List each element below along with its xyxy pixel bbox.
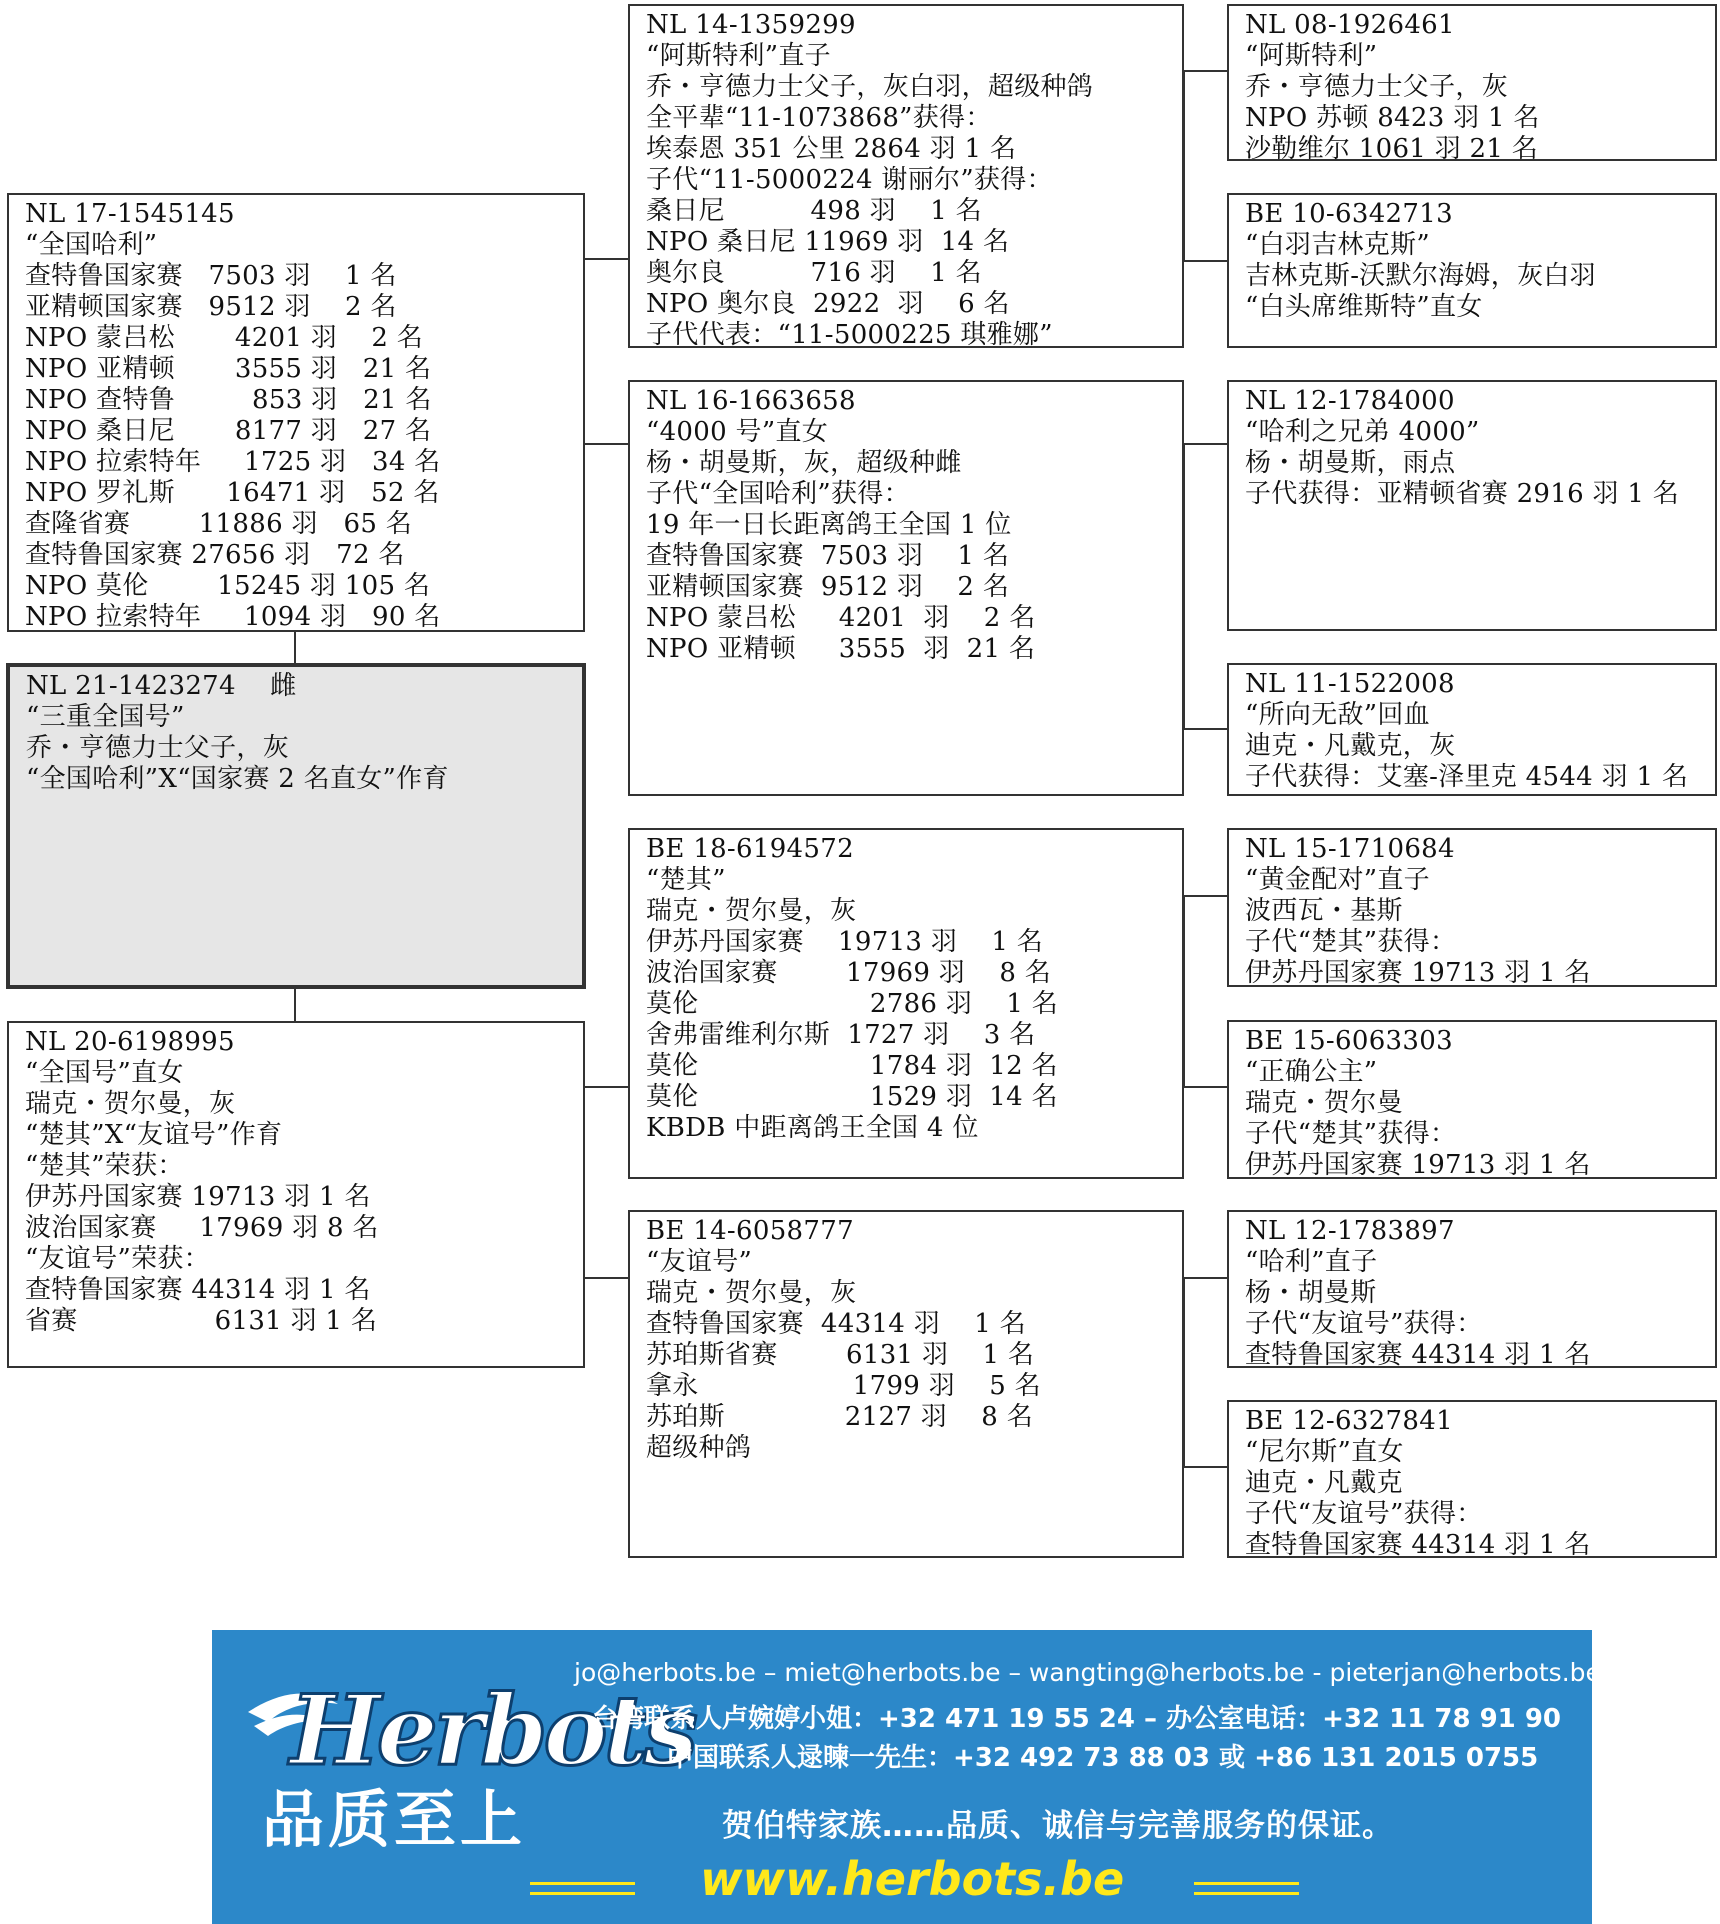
entry-line: 子代“楚其”获得： bbox=[1245, 1119, 1457, 1149]
entry-line: 19 年一日长距离鸽王全国 1 位 bbox=[646, 510, 1012, 540]
entry-line: 舍弗雷维利尔斯 1727 羽 3 名 bbox=[646, 1020, 1036, 1050]
entry-line: 瑞克・贺尔曼，灰 bbox=[646, 1278, 857, 1308]
entry-line: 波西瓦・基斯 bbox=[1245, 896, 1403, 926]
entry-lines bbox=[1245, 386, 1705, 510]
decorative-line-right bbox=[1194, 1882, 1299, 1885]
entry-line: 迪克・凡戴克，灰 bbox=[1245, 731, 1456, 761]
entry-line: 子代“友谊号”获得： bbox=[1245, 1499, 1483, 1529]
entry-line: 子代代表：“11-5000225 琪雅娜” bbox=[646, 320, 1053, 350]
entry-line: “哈利”直子 bbox=[1245, 1247, 1378, 1277]
entry-lines bbox=[646, 834, 1172, 1144]
entry-line: 莫伦 1784 羽 12 名 bbox=[646, 1051, 1058, 1081]
entry-line: 苏珀斯省赛 6131 羽 1 名 bbox=[646, 1340, 1035, 1370]
decorative-line-right bbox=[1194, 1892, 1299, 1895]
ring-number: BE 18-6194572 bbox=[646, 834, 854, 864]
entry-line: 超级种鸽 bbox=[646, 1433, 752, 1463]
pedigree-sire bbox=[7, 193, 585, 632]
entry-line: “友谊号” bbox=[646, 1247, 753, 1277]
entry-lines bbox=[1245, 669, 1705, 793]
pedigree-dam bbox=[7, 1021, 585, 1368]
entry-lines bbox=[646, 10, 1172, 351]
entry-line: “全国哈利”X“国家赛 2 名直女”作育 bbox=[26, 764, 449, 794]
ring-number: NL 20-6198995 bbox=[25, 1027, 235, 1057]
ring-number: NL 08-1926461 bbox=[1245, 10, 1455, 40]
ring-number: NL 15-1710684 bbox=[1245, 834, 1455, 864]
entry-line: 伊苏丹国家赛 19713 羽 1 名 bbox=[1245, 1150, 1591, 1180]
entry-lines bbox=[1245, 10, 1705, 165]
entry-line: 乔・亨德力士父子，灰 bbox=[26, 733, 290, 763]
entry-line: 埃泰恩 351 公里 2864 羽 1 名 bbox=[646, 134, 1017, 164]
pedigree-sire-sire bbox=[628, 4, 1184, 348]
entry-line: NPO 拉索特年 1725 羽 34 名 bbox=[25, 447, 441, 477]
entry-line: 查特鲁国家赛 7503 羽 1 名 bbox=[646, 541, 1010, 571]
entry-line: NPO 查特鲁 853 羽 21 名 bbox=[25, 385, 432, 415]
pedigree-dss bbox=[1227, 828, 1717, 987]
pedigree-ssd bbox=[1227, 193, 1717, 348]
entry-line: NPO 莫伦 15245 羽 105 名 bbox=[25, 571, 431, 601]
website-link[interactable]: www.herbots.be bbox=[700, 1852, 1125, 1906]
entry-line: NPO 苏顿 8423 羽 1 名 bbox=[1245, 103, 1540, 133]
entry-line: 吉林克斯-沃默尔海姆，灰白羽 bbox=[1245, 261, 1596, 291]
entry-line: NPO 蒙吕松 4201 羽 2 名 bbox=[25, 323, 424, 353]
entry-line: “楚其”X“友谊号”作育 bbox=[25, 1120, 283, 1150]
entry-line: 查特鲁国家赛 44314 羽 1 名 bbox=[1245, 1340, 1591, 1370]
pedigree-dds bbox=[1227, 1210, 1717, 1368]
entry-line: 莫伦 2786 羽 1 名 bbox=[646, 989, 1059, 1019]
entry-line: 乔・亨德力士父子，灰白羽，超级种鸽 bbox=[646, 72, 1094, 102]
pedigree-sss bbox=[1227, 4, 1717, 164]
entry-line: 莫伦 1529 羽 14 名 bbox=[646, 1082, 1058, 1112]
ring-number: BE 10-6342713 bbox=[1245, 199, 1453, 229]
entry-line: 亚精顿国家赛 9512 羽 2 名 bbox=[25, 292, 397, 322]
entry-line: “4000 号”直女 bbox=[646, 417, 829, 447]
entry-line: 亚精顿国家赛 9512 羽 2 名 bbox=[646, 572, 1010, 602]
ring-number: BE 15-6063303 bbox=[1245, 1026, 1453, 1056]
entry-line: 省赛 6131 羽 1 名 bbox=[25, 1306, 378, 1336]
entry-line: “黄金配对”直子 bbox=[1245, 865, 1430, 895]
entry-line: 查特鲁国家赛 44314 羽 1 名 bbox=[1245, 1530, 1591, 1560]
entry-lines bbox=[26, 671, 572, 795]
entry-lines bbox=[1245, 1216, 1705, 1371]
entry-line: “正确公主” bbox=[1245, 1057, 1378, 1087]
entry-lines bbox=[646, 1216, 1172, 1464]
entry-line: “白羽吉林克斯” bbox=[1245, 230, 1430, 260]
entry-line: NPO 拉索特年 1094 羽 90 名 bbox=[25, 602, 441, 632]
decorative-line-left bbox=[530, 1882, 635, 1885]
ring-number: NL 12-1783897 bbox=[1245, 1216, 1455, 1246]
entry-lines bbox=[646, 386, 1172, 665]
entry-lines bbox=[1245, 199, 1705, 323]
entry-line: “阿斯特利”直子 bbox=[646, 41, 831, 71]
entry-line: NPO 桑日尼 11969 羽 14 名 bbox=[646, 227, 1010, 257]
entry-line: NPO 桑日尼 8177 羽 27 名 bbox=[25, 416, 432, 446]
pedigree-sire-dam bbox=[628, 380, 1184, 796]
entry-line: 桑日尼 498 羽 1 名 bbox=[646, 196, 982, 226]
entry-line: NPO 奥尔良 2922 羽 6 名 bbox=[646, 289, 1010, 319]
entry-line: 杨・胡曼斯，灰，超级种雌 bbox=[646, 448, 962, 478]
entry-line: 奥尔良 716 羽 1 名 bbox=[646, 258, 982, 288]
entry-line: 查特鲁国家赛 27656 羽 72 名 bbox=[25, 540, 405, 570]
pedigree-dam-dam bbox=[628, 1210, 1184, 1558]
entry-line: “所向无敌”回血 bbox=[1245, 700, 1430, 730]
entry-line: 查特鲁国家赛 44314 羽 1 名 bbox=[646, 1309, 1026, 1339]
svg-text:Herbots: Herbots bbox=[290, 1674, 694, 1787]
pedigree-sdd bbox=[1227, 663, 1717, 796]
entry-line: 苏珀斯 2127 羽 8 名 bbox=[646, 1402, 1034, 1432]
entry-line: 波治国家赛 17969 羽 8 名 bbox=[646, 958, 1052, 988]
entry-line: 全平辈“11-1073868”获得： bbox=[646, 103, 992, 133]
entry-line: NPO 蒙吕松 4201 羽 2 名 bbox=[646, 603, 1036, 633]
entry-line: 杨・胡曼斯 bbox=[1245, 1278, 1377, 1308]
ring-number: NL 14-1359299 bbox=[646, 10, 856, 40]
entry-line: 波治国家赛 17969 羽 8 名 bbox=[25, 1213, 379, 1243]
entry-line: “三重全国号” bbox=[26, 702, 185, 732]
entry-lines bbox=[25, 199, 573, 633]
entry-line: NPO 亚精顿 3555 羽 21 名 bbox=[25, 354, 432, 384]
entry-line: 瑞克・贺尔曼，灰 bbox=[646, 896, 857, 926]
entry-line: “尼尔斯”直女 bbox=[1245, 1437, 1404, 1467]
ring-number: NL 16-1663658 bbox=[646, 386, 856, 416]
entry-line: “友谊号”荣获： bbox=[25, 1244, 210, 1274]
entry-line: 伊苏丹国家赛 19713 羽 1 名 bbox=[1245, 958, 1591, 988]
entry-line: 子代获得：亚精顿省赛 2916 羽 1 名 bbox=[1245, 479, 1680, 509]
entry-line: “白头席维斯特”直女 bbox=[1245, 292, 1483, 322]
entry-line: 子代“11-5000224 谢丽尔”获得： bbox=[646, 165, 1053, 195]
ring-number: NL 17-1545145 bbox=[25, 199, 235, 229]
ring-number: BE 14-6058777 bbox=[646, 1216, 854, 1246]
entry-line: 子代“楚其”获得： bbox=[1245, 927, 1457, 957]
entry-line: NPO 罗礼斯 16471 羽 52 名 bbox=[25, 478, 440, 508]
entry-line: “楚其”荣获： bbox=[25, 1151, 184, 1181]
entry-lines bbox=[25, 1027, 573, 1337]
contact-china: 中国联系人逯暕一先生：+32 492 73 88 03 或 +86 131 2015 0755 bbox=[667, 1743, 1539, 1773]
tagline: 贺伯特家族……品质、诚信与完善服务的保证。 bbox=[722, 1808, 1394, 1844]
entry-line: 乔・亨德力士父子，灰 bbox=[1245, 72, 1509, 102]
entry-line: “阿斯特利” bbox=[1245, 41, 1378, 71]
entry-line: “全国哈利” bbox=[25, 230, 158, 260]
pedigree-dsd bbox=[1227, 1020, 1717, 1179]
entry-lines bbox=[1245, 1026, 1705, 1181]
ring-number: NL 21-1423274 雌 bbox=[26, 671, 297, 701]
entry-line: 伊苏丹国家赛 19713 羽 1 名 bbox=[646, 927, 1044, 957]
pedigree-ddd bbox=[1227, 1400, 1717, 1558]
ring-number: NL 11-1522008 bbox=[1245, 669, 1455, 699]
entry-line: 子代获得：艾塞-泽里克 4544 羽 1 名 bbox=[1245, 762, 1689, 792]
entry-line: NPO 亚精顿 3555 羽 21 名 bbox=[646, 634, 1036, 664]
pedigree-sds bbox=[1227, 380, 1717, 631]
entry-line: 沙勒维尔 1061 羽 21 名 bbox=[1245, 134, 1539, 164]
entry-line: 查特鲁国家赛 44314 羽 1 名 bbox=[25, 1275, 371, 1305]
entry-line: 查隆省赛 11886 羽 65 名 bbox=[25, 509, 413, 539]
entry-line: “楚其” bbox=[646, 865, 726, 895]
entry-line: 杨・胡曼斯，雨点 bbox=[1245, 448, 1456, 478]
entry-line: “全国号”直女 bbox=[25, 1058, 184, 1088]
slogan: 品质至上 bbox=[262, 1783, 527, 1856]
email-list[interactable]: jo@herbots.be – miet@herbots.be – wangting@herbots.be - pieterjan@herbots.be bbox=[574, 1658, 1601, 1687]
entry-line: 迪克・凡戴克 bbox=[1245, 1468, 1403, 1498]
entry-line: 子代“友谊号”获得： bbox=[1245, 1309, 1483, 1339]
entry-line: 拿永 1799 羽 5 名 bbox=[646, 1371, 1041, 1401]
ring-number: NL 12-1784000 bbox=[1245, 386, 1455, 416]
herbots-banner bbox=[212, 1630, 1601, 1924]
ring-number: BE 12-6327841 bbox=[1245, 1406, 1453, 1436]
pedigree-dam-sire bbox=[628, 828, 1184, 1179]
entry-line: 瑞克・贺尔曼 bbox=[1245, 1088, 1403, 1118]
contact-taiwan: 台湾联系人卢婉婷小姐：+32 471 19 55 24 – 办公室电话：+32 11 78 91 90 bbox=[592, 1704, 1561, 1734]
entry-line: 子代“全国哈利”获得： bbox=[646, 479, 910, 509]
entry-line: 查特鲁国家赛 7503 羽 1 名 bbox=[25, 261, 397, 291]
entry-line: 伊苏丹国家赛 19713 羽 1 名 bbox=[25, 1182, 371, 1212]
decorative-line-left bbox=[530, 1892, 635, 1895]
entry-line: 瑞克・贺尔曼，灰 bbox=[25, 1089, 236, 1119]
pedigree-subject bbox=[6, 663, 586, 989]
entry-lines bbox=[1245, 834, 1705, 989]
entry-line: KBDB 中距离鸽王全国 4 位 bbox=[646, 1113, 979, 1143]
entry-line: “哈利之兄弟 4000” bbox=[1245, 417, 1480, 447]
entry-lines bbox=[1245, 1406, 1705, 1561]
